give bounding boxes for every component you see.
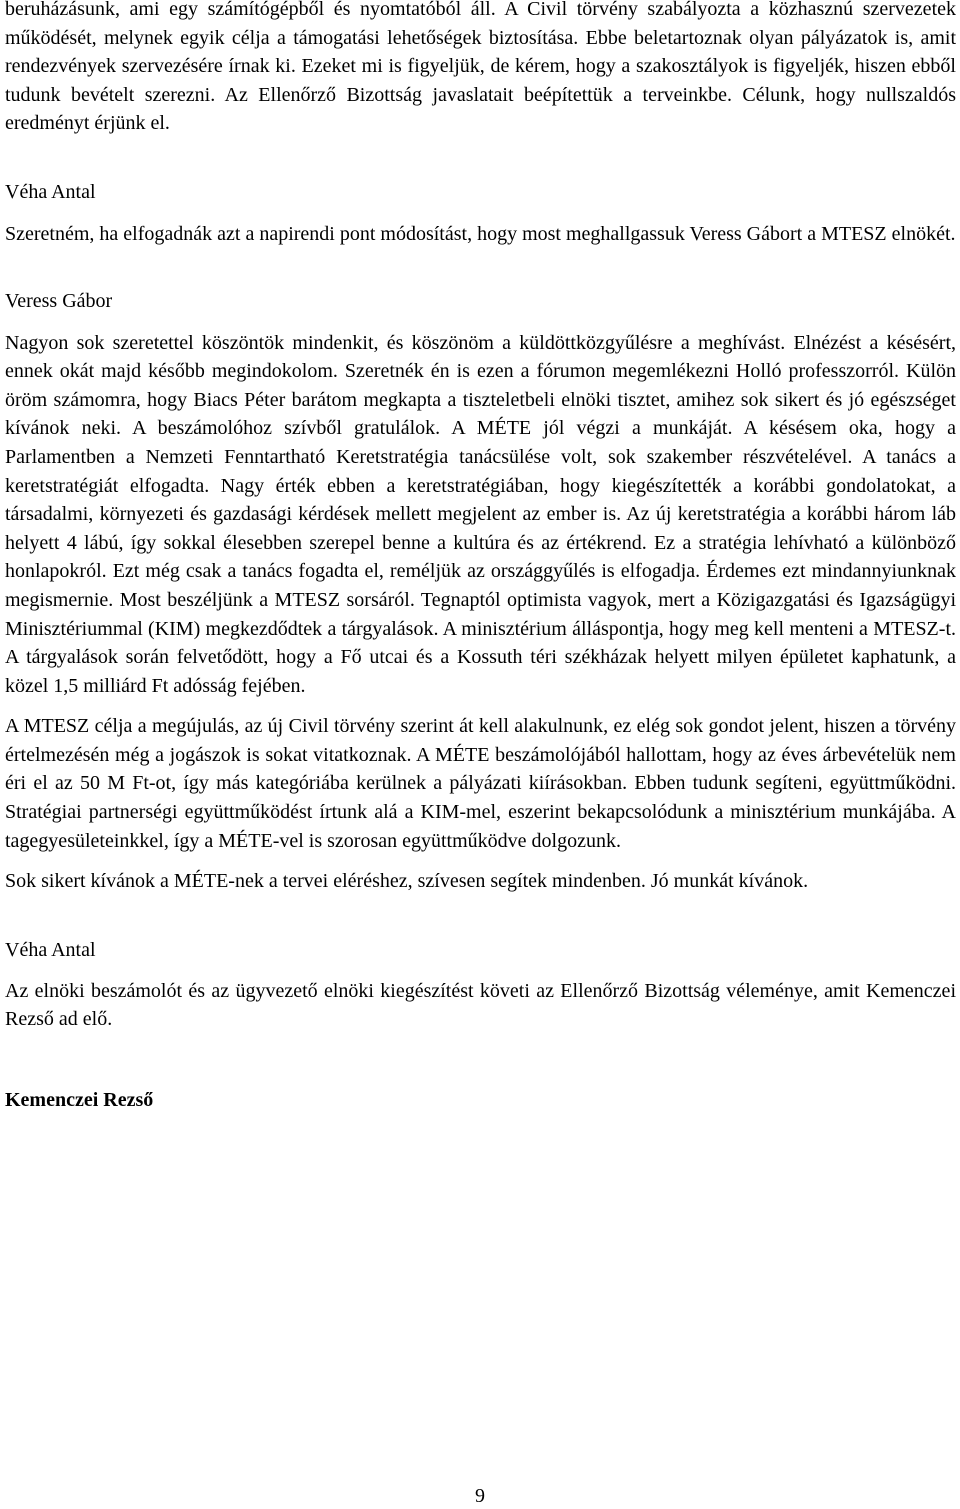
speaker-name-veha-antal: Véha Antal (5, 180, 96, 203)
veress-gabor-statement-1: Nagyon sok szeretettel köszöntök mindenkit, és köszönöm a küldöttközgyűlésre a meghívást. Elnézést a késésért, ennek okát majd később megindokolom. Szeretnék én is ezen a fórumon megemlékezni Holló professzorról. Külön öröm számomra, hogy Biacs Péter barátom megkapta a tiszteletbeli elnöki tisztet, amihez sok sikert és jó egészséget kívánok neki. A beszámolóhoz szívből gratulálok. A MÉTE jól végzi a munkáját. A késésem oka, hogy a Parlamentben a Nemzeti Fenntartható Keretstratégia tanácsülése volt, sok szakember részvételével. A tanács a keretstratégiát elfogadta. Nagy érték ebben a keretstratégiában, hogy kiegészítették a korábbi gondolatokat, a társadalmi, környezeti és gazdasági kérdések mellett megjelent az ember is. Az új keretstratégia a korábbi három láb helyett 4 lábú, így sokkal élesebben szerepel benne a kultúra és az értékrend. Ez a stratégia lehívható a különböző honlapokról. Ezt még csak a tanács fogadta el, reméljük az országgyűlés is elfogadja. Érdemes ezt mindannyiunknak megismernie. Most beszéljünk a MTESZ sorsáról. Tegnaptól optimista vagyok, mert a Közigazgatási és Igazságügyi Minisztériummal (KIM) megkezdődtek a tárgyalások. A minisztérium álláspontja, hogy meg kell menteni a MTESZ-t. A tárgyalások során felvetődött, hogy a Fő utcai és a Kossuth téri székházak helyett milyen épületet kaphatunk, a közel 1,5 milliárd Ft adósság fejében. (5, 331, 956, 697)
page-number: 9 (475, 1485, 485, 1507)
veha-antal-statement-1: Szeretném, ha elfogadnák azt a napirendi pont módosítást, hogy most meghallgassuk Veress Gábort a MTESZ elnökét. (5, 222, 956, 245)
speaker-name-veha-antal-2: Véha Antal (5, 938, 96, 961)
veress-gabor-statement-2: A MTESZ célja a megújulás, az új Civil törvény szerint át kell alakulnunk, ez elég sok gondot jelent, hiszen a törvény értelmezésén még a jogászok is sokat vitatkoznak. A MÉTE beszámolójából hallottam, hogy az éves árbevételük nem éri el az 50 M Ft-ot, így más kategóriába kerülnek a pályázati kiírásokban. Ebben tudunk segíteni, együttműködni. Stratégiai partnerségi együttműködést írtunk alá a KIM-mel, eszerint bekapcsolódunk a minisztérium munkájába. A tagegyesületeinkkel, így a MÉTE-vel is szorosan együttműködve dolgozunk. (5, 715, 956, 852)
veress-gabor-statement-3: Sok sikert kívánok a MÉTE-nek a tervei eléréshez, szívesen segítek mindenben. Jó munkát kívánok. (5, 870, 809, 893)
speaker-name-veress-gabor: Veress Gábor (5, 289, 113, 312)
speaker-name-kemenczei-rezso: Kemenczei Rezső (5, 1089, 154, 1112)
veha-antal-statement-2: Az elnöki beszámolót és az ügyvezető elnöki kiegészítést követi az Ellenőrző Bizottság véleménye, amit Kemenczei Rezső ad elő. (5, 979, 956, 1031)
intro-paragraph: beruházásunk, ami egy számítógépből és nyomtatóból áll. A Civil törvény szabályozta a közhasznú szervezetek működését, melynek egyik célja a támogatási lehetőségek biztosítása. Ebbe beletartoznak olyan pályázatok is, amit rendezvények szervezésére írnak ki. Ezeket mi is figyeljük, de kérem, hogy a szakosztályok is figyeljék, hiszen ebből tudunk bevételt szerezni. Az Ellenőrző Bizottság javaslatait beépítettük a terveinkbe. Célunk, hogy nullszaldós eredményt érjünk el. (5, 0, 956, 135)
